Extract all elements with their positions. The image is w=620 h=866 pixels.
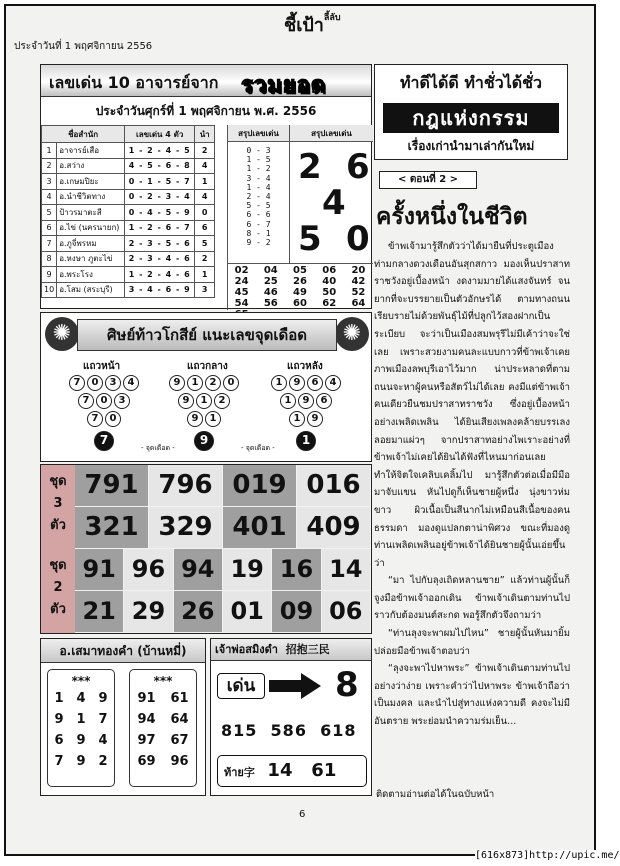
grid-number: 05: [293, 265, 307, 276]
number-ball: 1: [271, 375, 287, 391]
summary-pair: 8 - 1: [246, 228, 271, 238]
magazine-page: [4, 4, 596, 856]
cell-count: 2: [195, 251, 215, 267]
number-ball: 1: [187, 375, 203, 391]
sema-thongkham-box: [40, 638, 206, 796]
cell-name: อ.สว่าง: [57, 158, 125, 174]
summary-pair: 0 - 3: [246, 146, 271, 155]
cell-count: 0: [195, 205, 215, 221]
cell-no: 2: [42, 158, 57, 174]
number-ball: 1: [196, 393, 212, 409]
grid-number: 49: [293, 287, 307, 298]
number-ball: 9: [169, 375, 185, 391]
table-row: [42, 220, 215, 236]
grid-number: 45: [234, 287, 249, 298]
issue-date: ประจำวันที่ 1 พฤศจิกายน 2556: [14, 41, 153, 52]
focus-label: - จุดเดือด -: [141, 444, 175, 452]
karma-slogan: ทำดีได้ดี ทำชั่วได้ชั่ว: [400, 73, 542, 92]
star-emblem-icon: ✺: [45, 317, 79, 351]
number-row: 91 61: [137, 691, 189, 706]
number-ball: 2: [214, 393, 230, 409]
continue-note: ติดตามอ่านต่อได้ในฉบับหน้า: [376, 789, 495, 800]
ten-masters-subtitle: ประจำวันศุกร์ที่ 1 พฤศจิกายน พ.ศ. 2556: [95, 104, 317, 118]
col-lead: นำ: [195, 126, 215, 143]
cell-no: 9: [42, 267, 57, 283]
set-number: 796: [149, 465, 222, 506]
two-digit-set-box: *** 91 61 94 64 97 67 69 96: [129, 669, 197, 787]
grid-number: 54: [234, 298, 249, 309]
cell-nums: 4 - 5 - 6 - 8: [125, 158, 195, 174]
cell-name: อ.โสม (สระบุรี): [57, 282, 125, 298]
summary-pair: 9 - 2: [246, 238, 271, 248]
grid-number: 50: [322, 287, 337, 298]
tail-numbers-box: ท้าย字 14 61: [217, 755, 367, 787]
big-number-bl: 5: [298, 219, 322, 259]
table-row: [42, 251, 215, 267]
episode-title: ครั้งหนึ่งในชีวิต: [376, 203, 528, 230]
cell-no: 4: [42, 189, 57, 205]
set-number: 016: [297, 465, 370, 506]
grid-number: 56: [263, 298, 278, 309]
set-number: 29: [124, 591, 172, 632]
table-row: [42, 236, 215, 252]
number-ball: 0: [223, 375, 239, 391]
number-ball: 1: [280, 393, 296, 409]
cell-no: 7: [42, 236, 57, 252]
highlight-label: เด่น: [217, 673, 265, 699]
number-row: 9 1 7: [54, 712, 108, 727]
cell-nums: 3 - 4 - 6 - 9: [125, 282, 195, 298]
table-row: [42, 174, 215, 190]
number-ball: 9: [298, 393, 314, 409]
table-row: [42, 158, 215, 174]
summary-pair: 1 - 4: [246, 182, 271, 192]
kosi-box: [40, 312, 372, 462]
grid-number: 52: [351, 287, 366, 298]
number-sets-grid: [40, 464, 372, 634]
summary-pair: 6 - 6: [246, 210, 271, 220]
summary-big-numbers: สรุปเลขเด่น 2 6 4 5 0: [289, 125, 373, 263]
set-number: 409: [297, 507, 370, 548]
label-back: แถวหลัง: [287, 361, 323, 372]
number-row: 69 96: [137, 754, 189, 769]
set-number: 401: [223, 507, 296, 548]
grid-number: 26: [293, 276, 307, 287]
grid-number: 20: [351, 265, 366, 276]
set-number: 91: [75, 549, 123, 590]
story-paragraph: “ท่านลุงจะพาผมไปไหน” ชายผู้นั้นหันมายิ้มปล่อยมือข้าพเจ้าตอบว่า: [374, 628, 570, 657]
number-ball: 7: [69, 375, 85, 391]
cell-no: 10: [42, 282, 57, 298]
story-paragraph: ข้าพเจ้ามารู้สึกตัวว่าได้มายืนที่ประตูเมืองท่ามกลางดวงเดือนอันสุกสกาว มองเห็นปราสาทราชวังอยู่เบื้องหน้า งดงามมายได้แสงจันทร์ จนยากที่จะบรรยายเป็นตัวอักษรได้ ตามทางถนนเรียบรายไม่ด้วยพันธุ์ไม้ที่ปลูกไว้สองฝากเป็นระเบียบ จะว่าเป็นเมืองสมพรุรีไม่มีเค้าว่าจะใช่เลย เพราะสวยงามคนละแบบกาวที่ข้าพเจ้าเคยภาพเมืองลพบุรีเอาไว้มาก น่าประหลาดที่ตามถนนจะหาผู้คนหรือสัตว์ไม่ได้เลย คงมีแต่ข้าพเจ้าคนเดียวยืนชมปราสาทราชวัง ซึ่งอยู่เบื้องหน้าอย่างเพลิดเพลิน ได้ยินเสียงเพลงคล้ายบรรเลงลอยมาแผ่วๆ จากปราสาทอย่างไพเราะอย่างที่ข้าพเจ้าไม่เคยได้ยินได้ฟังที่ไหนมาก่อนเลย ทำให้จิตใจเคลิบเคลิ้มไป มารู้สึกตัวต่อเมื่อมีมือมาจับแขน หันไปดูก็เห็นชายผู้หนึ่ง นุ่งขาวห่มขาว ผิวเนื้อเป็นสีนากไม่เหมือนสีเนื้อของคนธรรมดา มองดูแปลกตาน่าพิศวง ขณะที่มองดูท่านเพลิดเพลินอยู่ข้าพเจ้าได้ยินชายผู้นั้นเอ่ยขึ้นว่า: [374, 241, 570, 569]
karma-caption: เรื่องเก่านำมาเล่ากันใหม่: [407, 139, 535, 153]
set-number: 19: [223, 549, 271, 590]
label-front: แถวหน้า: [83, 361, 121, 372]
grid-number: 60: [293, 298, 307, 309]
cell-nums: 2 - 3 - 4 - 6: [125, 251, 195, 267]
two-digit-summary-grid: [227, 263, 373, 310]
story-paragraph: “มา ไปกับลุงเถิดหลานชาย” แล้วท่านผู้นั้นก็จูงมือข้าพเจ้าออกเดิน ข้าพเจ้าเดินตามท่านไปราวกับต้องมนต์สะกด พอรู้สึกตัวจึงถามว่า: [374, 575, 570, 622]
focus-ball: 9: [194, 431, 214, 451]
number-ball: 3: [114, 393, 130, 409]
arrow-right-icon: [269, 673, 321, 699]
set-number: 791: [75, 465, 148, 506]
set-number: 019: [223, 465, 296, 506]
number-ball: 0: [105, 411, 121, 427]
set-number: 329: [149, 507, 222, 548]
three-digit-label: ชุด 3 ตัว: [41, 465, 75, 549]
number-row: 7 9 2: [54, 754, 108, 769]
big-number-center: 4: [322, 183, 346, 223]
summary-pair: 6 - 7: [246, 219, 271, 229]
cell-no: 1: [42, 143, 57, 159]
cell-nums: 1 - 2 - 4 - 5: [125, 143, 195, 159]
number-ball: 1: [289, 411, 305, 427]
focus-label: - จุดเดือด -: [241, 444, 275, 452]
number-row: 1 4 9: [54, 691, 108, 706]
cell-no: 3: [42, 174, 57, 190]
big-number-tr: 6: [346, 147, 370, 187]
number-ball: 9: [289, 375, 305, 391]
number-ball: 2: [205, 375, 221, 391]
summary-pair: 3 - 4: [246, 173, 271, 183]
number-ball: 6: [307, 375, 323, 391]
summary-pair: 1 - 5: [246, 155, 271, 165]
number-ball: 4: [123, 375, 139, 391]
cell-count: 2: [195, 143, 215, 159]
star-emblem-icon: ✺: [335, 317, 369, 351]
three-digit-picks: 815 586 618: [221, 721, 357, 740]
set-number: 16: [272, 549, 320, 590]
summary-pair: 1 - 2: [246, 164, 271, 174]
label-middle: แถวกลาง: [187, 361, 228, 372]
magazine-logo: ชี้เป้า$^{ลี้ลับ}$: [284, 13, 341, 36]
number-row: 97 67: [137, 733, 189, 748]
focus-ball: 1: [296, 431, 316, 451]
number-ball: 9: [178, 393, 194, 409]
summary-pairs-column: สรุปเลขเด่น 0 - 3 1 - 5 1 - 2 3 - 4 1 - 4 2 - 4 5 - 5 6 - 6 6 - 7 8 - 1 9 - 2: [227, 125, 289, 310]
cell-count: 6: [195, 220, 215, 236]
summary-pair: 2 - 4: [246, 192, 271, 202]
cell-name: อ.เกษมปิยะ: [57, 174, 125, 190]
number-ball: 3: [105, 375, 121, 391]
grid-number: 62: [322, 298, 337, 309]
cell-nums: 2 - 3 - 5 - 6: [125, 236, 195, 252]
cell-count: 4: [195, 158, 215, 174]
three-digit-set-box: *** 1 4 9 9 1 7 6 9 4 7 9 2: [47, 669, 115, 787]
col-master-name: ชื่อสำนัก: [42, 126, 125, 143]
number-row: 6 9 4: [54, 733, 108, 748]
sema-title: อ.เสมาทองคำ (บ้านหมี่): [41, 639, 205, 663]
grid-number: 40: [322, 276, 337, 287]
number-ball: 7: [87, 411, 103, 427]
number-ball: 4: [325, 375, 341, 391]
set-number: 21: [75, 591, 123, 632]
number-ball: 0: [87, 375, 103, 391]
set-number: 321: [75, 507, 148, 548]
cell-count: 3: [195, 282, 215, 298]
number-ball: 0: [96, 393, 112, 409]
cell-name: ป้าวรมาตะสี: [57, 205, 125, 221]
number-ball: 9: [307, 411, 323, 427]
big-number-br: 0: [346, 219, 370, 259]
cell-name: อาจารย์เสือ: [57, 143, 125, 159]
set-number: 01: [223, 591, 271, 632]
set-number: 26: [174, 591, 222, 632]
karma-header-box: [374, 64, 568, 160]
number-ball: 6: [316, 393, 332, 409]
big-number-tl: 2: [298, 147, 322, 187]
cell-nums: 1 - 2 - 4 - 6: [125, 267, 195, 283]
set-number: 96: [124, 549, 172, 590]
saming-dam-box: [210, 638, 372, 796]
page-number: 6: [299, 809, 306, 820]
cell-name: อ.พระโรง: [57, 267, 125, 283]
number-ball: 9: [187, 411, 203, 427]
set-number: 14: [322, 549, 370, 590]
cell-nums: 0 - 1 - 5 - 7: [125, 174, 195, 190]
grid-number: 64: [351, 298, 366, 309]
cell-count: 4: [195, 189, 215, 205]
kosi-title: ศิษย์ท้าวโกสีย์ แนะเลขจุดเดือด: [77, 319, 337, 351]
cell-nums: 0 - 2 - 3 - 4: [125, 189, 195, 205]
number-row: 94 64: [137, 712, 189, 727]
cell-no: 5: [42, 205, 57, 221]
highlight-number: 8: [335, 665, 359, 705]
grid-number: 46: [263, 287, 278, 298]
table-row: [42, 282, 215, 298]
cell-no: 8: [42, 251, 57, 267]
set-number: 94: [174, 549, 222, 590]
grid-number: 06: [322, 265, 337, 276]
cell-count: 1: [195, 174, 215, 190]
number-ball: 1: [205, 411, 221, 427]
set-number: 06: [322, 591, 370, 632]
image-host-footer: [616x873]http://upic.me/: [475, 850, 620, 861]
cell-name: อ.ไข่ (นครนายก): [57, 220, 125, 236]
cell-nums: 0 - 4 - 5 - 9: [125, 205, 195, 221]
table-row: [42, 143, 215, 159]
summary-pair: 5 - 5: [246, 201, 271, 211]
grid-number: 02: [234, 265, 249, 276]
cell-name: อ.นำชีวิตทาง: [57, 189, 125, 205]
number-ball: 7: [78, 393, 94, 409]
cell-name: อ.หงษา ภูตะไข่: [57, 251, 125, 267]
table-row: [42, 205, 215, 221]
saming-title: เจ้าพ่อสมิงดำ 招抱三民: [211, 639, 371, 661]
grid-number: 04: [263, 265, 278, 276]
cell-no: 6: [42, 220, 57, 236]
brand-logo: รวมยอด: [241, 72, 327, 98]
story-paragraph: “ลุงจะพาไปหาพระ” ข้าพเจ้าเดินตามท่านไปอย่างว่าง่าย เพราะคำว่าไปหาพระ ข้าพเจ้าถือว่าเป็นมงคล และนำไปสู่ทางแห่งความดี คงจะไม่มีอันตราย พระย่อมนำความร่มเย็น...: [374, 663, 570, 728]
table-row: [42, 189, 215, 205]
ten-masters-box: [40, 64, 372, 309]
ten-masters-title: เลขเด่น 10 อาจารย์จาก รวมยอด: [41, 65, 371, 97]
set-number: 09: [272, 591, 320, 632]
masters-table: [41, 125, 215, 298]
cell-count: 5: [195, 236, 215, 252]
two-digit-label: ชุด 2 ตัว: [41, 549, 75, 633]
focus-ball: 7: [94, 431, 114, 451]
episode-label: < ตอนที่ 2 >: [379, 171, 477, 189]
cell-count: 1: [195, 267, 215, 283]
col-four-digit: เลขเด่น 4 ตัว: [125, 126, 195, 143]
story-text: [374, 238, 570, 784]
grid-number: 24: [234, 276, 249, 287]
cell-nums: 1 - 2 - 6 - 7: [125, 220, 195, 236]
karma-title: กฎแห่งกรรม: [383, 103, 559, 133]
cell-name: อ.ภูจี่พรหม: [57, 236, 125, 252]
table-row: [42, 267, 215, 283]
grid-number: 25: [263, 276, 278, 287]
grid-number: 42: [351, 276, 366, 287]
